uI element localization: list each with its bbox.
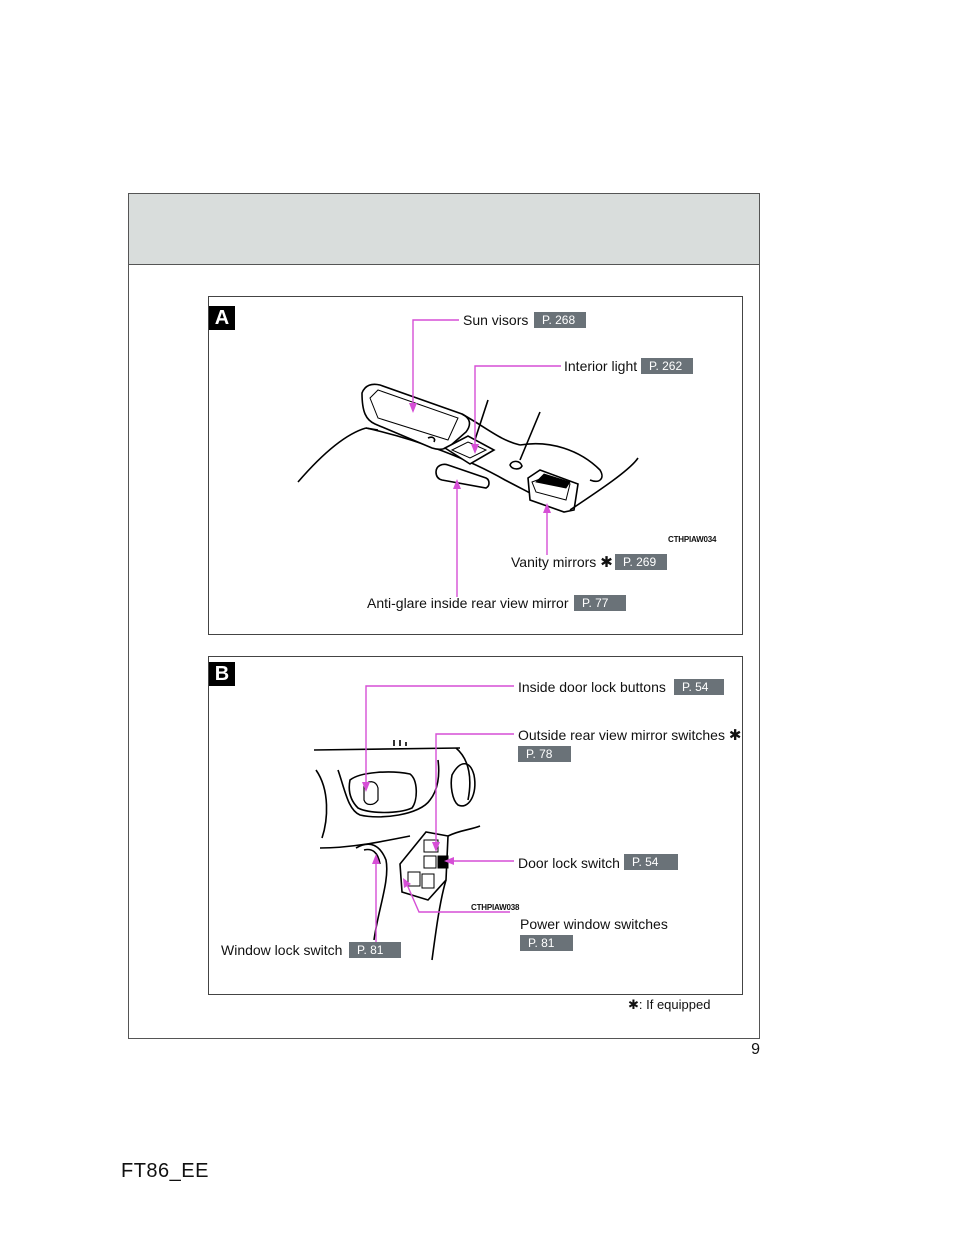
callout-window-lock-switch: Window lock switch <box>221 942 343 958</box>
vanity-mirrors-label: Vanity mirrors <box>511 554 597 570</box>
callout-interior-light: Interior light <box>564 358 638 374</box>
callout-inside-door-lock: Inside door lock buttons <box>518 679 666 695</box>
callout-power-window-switches: Power window switches <box>520 916 668 932</box>
panel-b-tag: B <box>209 662 235 686</box>
outside-mirror-switches-label: Outside rear view mirror switches <box>518 727 725 743</box>
panel-b-image-code: CTHPIAW038 <box>471 903 520 912</box>
footnote: ✱: If equipped <box>628 997 711 1012</box>
ref-inside-door-lock[interactable]: P. 54 <box>674 679 724 695</box>
ref-power-window-switches[interactable]: P. 81 <box>520 935 573 951</box>
callout-anti-glare-mirror: Anti-glare inside rear view mirror <box>367 595 569 611</box>
ref-door-lock-switch[interactable]: P. 54 <box>624 854 678 870</box>
panel-a-image-code: CTHPIAW034 <box>668 535 717 544</box>
vanity-mirrors-asterisk: ✱ <box>600 554 613 571</box>
ref-vanity-mirrors[interactable]: P. 269 <box>615 554 667 570</box>
callout-door-lock-switch: Door lock switch <box>518 855 620 871</box>
outside-mirror-switches-asterisk: ✱ <box>728 727 742 744</box>
door-trim-illustration <box>314 740 480 960</box>
document-id: FT86_EE <box>121 1160 209 1182</box>
callout-vanity-mirrors <box>511 554 613 571</box>
callout-outside-mirror-switches <box>518 727 741 744</box>
overhead-illustration <box>298 384 638 512</box>
panel-a-tag: A <box>209 306 235 330</box>
ref-interior-light[interactable]: P. 262 <box>641 358 693 374</box>
ref-anti-glare-mirror[interactable]: P. 77 <box>574 595 626 611</box>
callout-sun-visors: Sun visors <box>463 312 529 328</box>
ref-outside-mirror-switches[interactable]: P. 78 <box>518 746 571 762</box>
ref-sun-visors[interactable]: P. 268 <box>534 312 586 328</box>
ref-window-lock-switch[interactable]: P. 81 <box>349 942 401 958</box>
page-number: 9 <box>751 1041 760 1058</box>
